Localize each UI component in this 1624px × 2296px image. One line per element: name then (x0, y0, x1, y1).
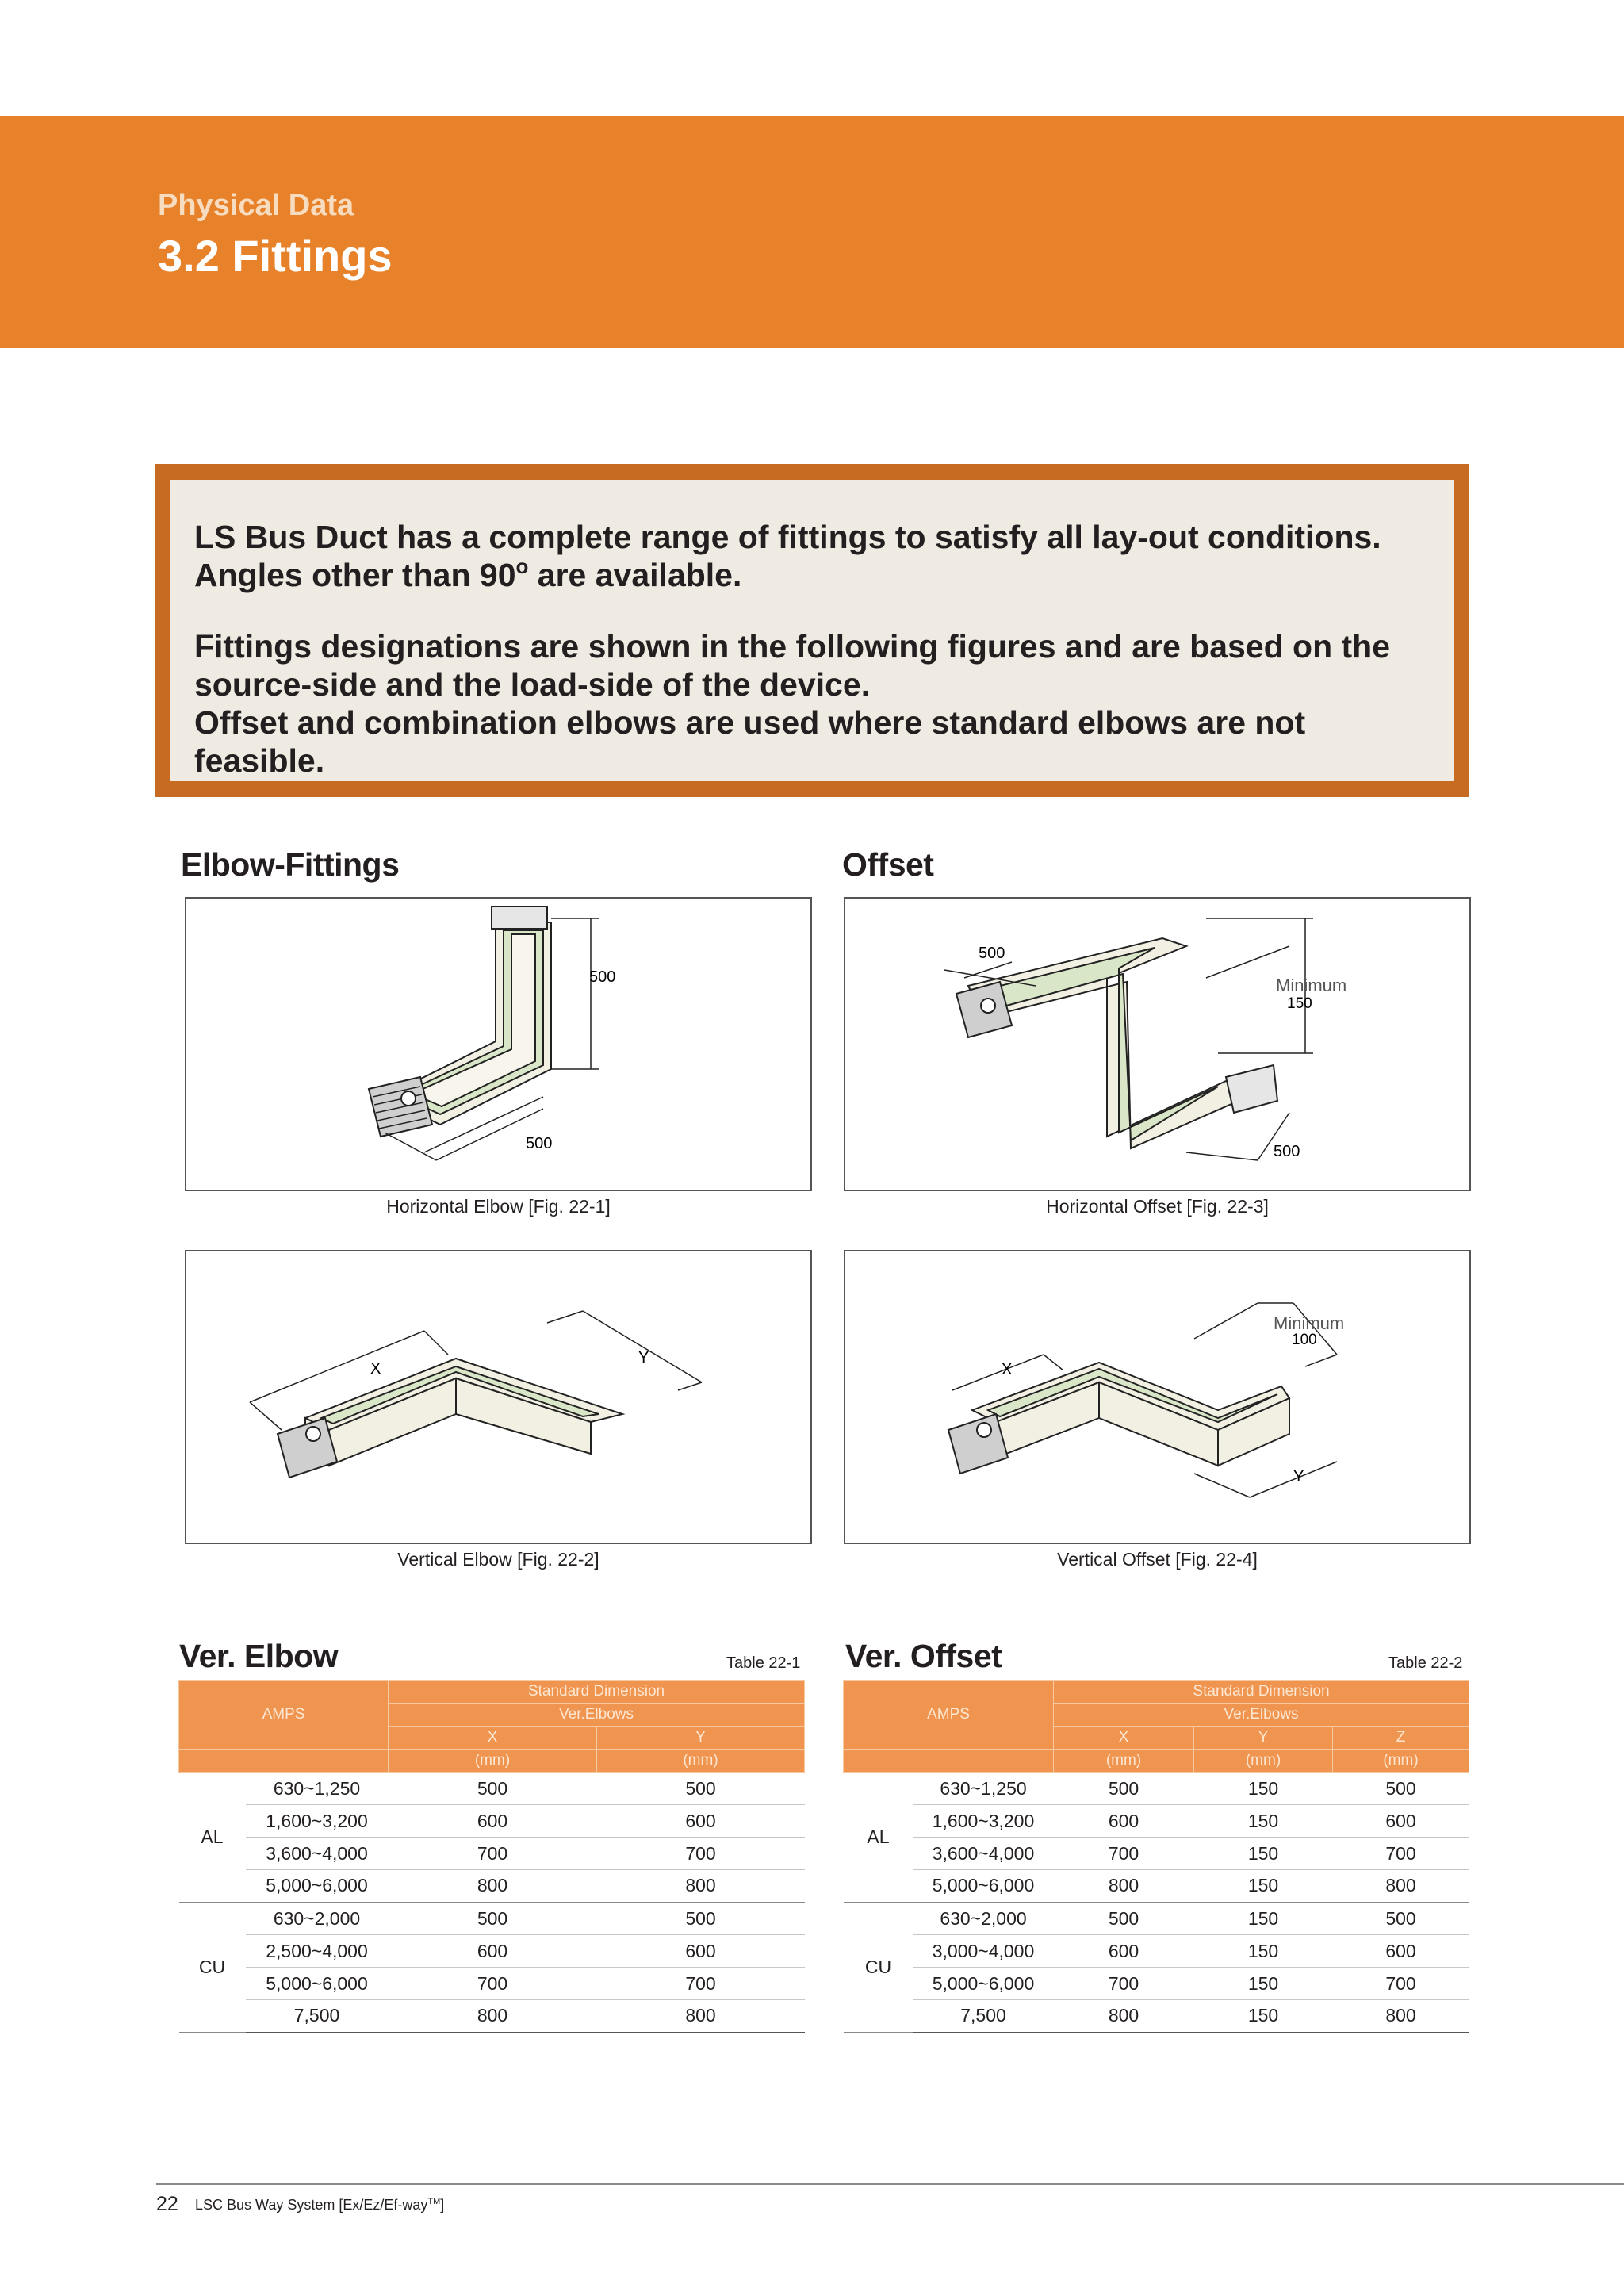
minimum-label: Minimum (1274, 1313, 1345, 1333)
footer-title: LSC Bus Way System [Ex/Ez/Ef-way (195, 2197, 428, 2213)
header-blank (844, 1750, 1054, 1773)
section-label: Physical Data (158, 189, 354, 222)
amps-cell: 5,000~6,000 (914, 1968, 1054, 2000)
dim-label: 500 (1274, 1143, 1300, 1160)
intro-paragraph-1 (194, 518, 1430, 594)
amps-cell: 1,600~3,200 (246, 1805, 389, 1838)
dim-label: 500 (979, 945, 1005, 962)
y-cell: 500 (597, 1903, 805, 1935)
x-cell: 500 (1054, 1773, 1194, 1805)
x-cell: 600 (1054, 1935, 1194, 1968)
x-cell: 600 (389, 1805, 597, 1838)
x-cell: 600 (1054, 1805, 1194, 1838)
amps-cell: 3,600~4,000 (246, 1838, 389, 1870)
z-cell: 500 (1333, 1773, 1469, 1805)
header-y: Y (597, 1727, 805, 1750)
page-title: 3.2 Fittings (158, 231, 393, 281)
intro-paragraph-2 (194, 627, 1430, 780)
x-cell: 600 (389, 1935, 597, 1968)
horizontal-offset-figure (844, 897, 1471, 1191)
y-cell: 800 (597, 1870, 805, 1903)
ver-elbow-title: Ver. Elbow (179, 1638, 339, 1674)
dim-label: X (1002, 1361, 1013, 1378)
header-amps: AMPS (179, 1681, 389, 1750)
header-unit: (mm) (1333, 1750, 1469, 1773)
x-cell: 800 (1054, 1870, 1194, 1903)
ver-offset-table (843, 1680, 1469, 2033)
y-cell: 500 (597, 1773, 805, 1805)
y-cell: 700 (597, 1968, 805, 2000)
group-al: AL (844, 1773, 914, 1903)
y-cell: 600 (597, 1805, 805, 1838)
amps-cell: 630~1,250 (246, 1773, 389, 1805)
footer-rule (156, 2183, 1624, 2185)
x-cell: 700 (1054, 1968, 1194, 2000)
amps-cell: 5,000~6,000 (246, 1870, 389, 1903)
x-cell: 700 (389, 1838, 597, 1870)
ver-offset-title: Ver. Offset (845, 1638, 1002, 1674)
header-x: X (389, 1727, 597, 1750)
figure-caption: Horizontal Elbow [Fig. 22-1] (386, 1196, 611, 1217)
header-unit: (mm) (1194, 1750, 1333, 1773)
y-cell: 700 (597, 1838, 805, 1870)
amps-cell: 3,600~4,000 (914, 1838, 1054, 1870)
group-al: AL (179, 1773, 246, 1903)
y-cell: 800 (597, 2000, 805, 2033)
ver-elbow-table (178, 1680, 805, 2033)
dim-label: 500 (589, 968, 616, 986)
x-cell: 700 (389, 1968, 597, 2000)
vertical-elbow-drawing (186, 1251, 810, 1543)
z-cell: 700 (1333, 1838, 1469, 1870)
y-cell: 150 (1194, 1773, 1333, 1805)
header-ver-elbows: Ver.Elbows (389, 1704, 805, 1727)
amps-cell: 630~2,000 (914, 1903, 1054, 1935)
x-cell: 500 (389, 1773, 597, 1805)
x-cell: 500 (1054, 1903, 1194, 1935)
amps-cell: 3,000~4,000 (914, 1935, 1054, 1968)
amps-cell: 1,600~3,200 (914, 1805, 1054, 1838)
z-cell: 700 (1333, 1968, 1469, 2000)
header-unit: (mm) (1054, 1750, 1194, 1773)
z-cell: 800 (1333, 1870, 1469, 1903)
group-cu: CU (844, 1903, 914, 2033)
y-cell: 150 (1194, 1805, 1333, 1838)
intro-line: are available. (528, 557, 742, 593)
group-cu: CU (179, 1903, 246, 2033)
header-text (0, 116, 1624, 348)
offset-heading: Offset (842, 846, 934, 883)
x-cell: 700 (1054, 1838, 1194, 1870)
minimum-value: 150 (1287, 995, 1312, 1012)
intro-line: source-side and the load-side of the device. (194, 666, 871, 703)
header-unit: (mm) (597, 1750, 805, 1773)
z-cell: 600 (1333, 1805, 1469, 1838)
amps-cell: 7,500 (914, 2000, 1054, 2033)
header-blank (179, 1750, 389, 1773)
dim-label: Y (638, 1349, 649, 1366)
figure-caption: Vertical Elbow [Fig. 22-2] (397, 1549, 599, 1570)
y-cell: 150 (1194, 1935, 1333, 1968)
footer-close: ] (440, 2197, 445, 2213)
horizontal-elbow-drawing (186, 899, 810, 1190)
vertical-offset-drawing (845, 1251, 1469, 1543)
z-cell: 500 (1333, 1903, 1469, 1935)
header-y: Y (1194, 1727, 1333, 1750)
degree-mark: o (515, 554, 529, 578)
dim-label: Y (1293, 1468, 1304, 1485)
amps-cell: 5,000~6,000 (246, 1968, 389, 2000)
table-ref: Table 22-2 (1388, 1654, 1463, 1672)
x-cell: 800 (389, 1870, 597, 1903)
y-cell: 150 (1194, 2000, 1333, 2033)
y-cell: 600 (597, 1935, 805, 1968)
amps-cell: 7,500 (246, 2000, 389, 2033)
vertical-elbow-figure (185, 1250, 812, 1544)
table-ref: Table 22-1 (726, 1654, 801, 1672)
trademark-mark: TM (427, 2197, 441, 2206)
header-standard-dimension: Standard Dimension (389, 1681, 805, 1704)
horizontal-offset-drawing (845, 899, 1469, 1190)
figure-caption: Horizontal Offset [Fig. 22-3] (1046, 1196, 1269, 1217)
page-number: 22 (156, 2193, 178, 2215)
z-cell: 600 (1333, 1935, 1469, 1968)
x-cell: 500 (389, 1903, 597, 1935)
vertical-offset-figure (844, 1250, 1471, 1544)
header-unit: (mm) (389, 1750, 597, 1773)
minimum-label: Minimum (1276, 976, 1347, 995)
y-cell: 150 (1194, 1903, 1333, 1935)
figure-caption: Vertical Offset [Fig. 22-4] (1057, 1549, 1258, 1570)
y-cell: 150 (1194, 1870, 1333, 1903)
header-amps: AMPS (844, 1681, 1054, 1750)
amps-cell: 5,000~6,000 (914, 1870, 1054, 1903)
dim-label: 500 (526, 1135, 553, 1152)
amps-cell: 630~2,000 (246, 1903, 389, 1935)
x-cell: 800 (389, 2000, 597, 2033)
footer-text (195, 2197, 444, 2214)
header-ver-elbows: Ver.Elbows (1054, 1704, 1469, 1727)
amps-cell: 2,500~4,000 (246, 1935, 389, 1968)
intro-line: Angles other than 90 (194, 557, 516, 593)
amps-cell: 630~1,250 (914, 1773, 1054, 1805)
z-cell: 800 (1333, 2000, 1469, 2033)
y-cell: 150 (1194, 1968, 1333, 2000)
header-x: X (1054, 1727, 1194, 1750)
elbow-fittings-heading: Elbow-Fittings (181, 846, 400, 883)
header-z: Z (1333, 1727, 1469, 1750)
header-standard-dimension: Standard Dimension (1054, 1681, 1469, 1704)
minimum-value: 100 (1292, 1332, 1317, 1348)
y-cell: 150 (1194, 1838, 1333, 1870)
x-cell: 800 (1054, 2000, 1194, 2033)
dim-label: X (370, 1360, 381, 1378)
horizontal-elbow-figure (185, 897, 812, 1191)
intro-box (155, 464, 1469, 797)
intro-line: LS Bus Duct has a complete range of fittings to satisfy all lay-out conditions. (194, 519, 1381, 555)
intro-line: Offset and combination elbows are used where standard elbows are not feasible. (194, 704, 1306, 779)
intro-line: Fittings designations are shown in the following figures and are based on the (194, 628, 1391, 665)
